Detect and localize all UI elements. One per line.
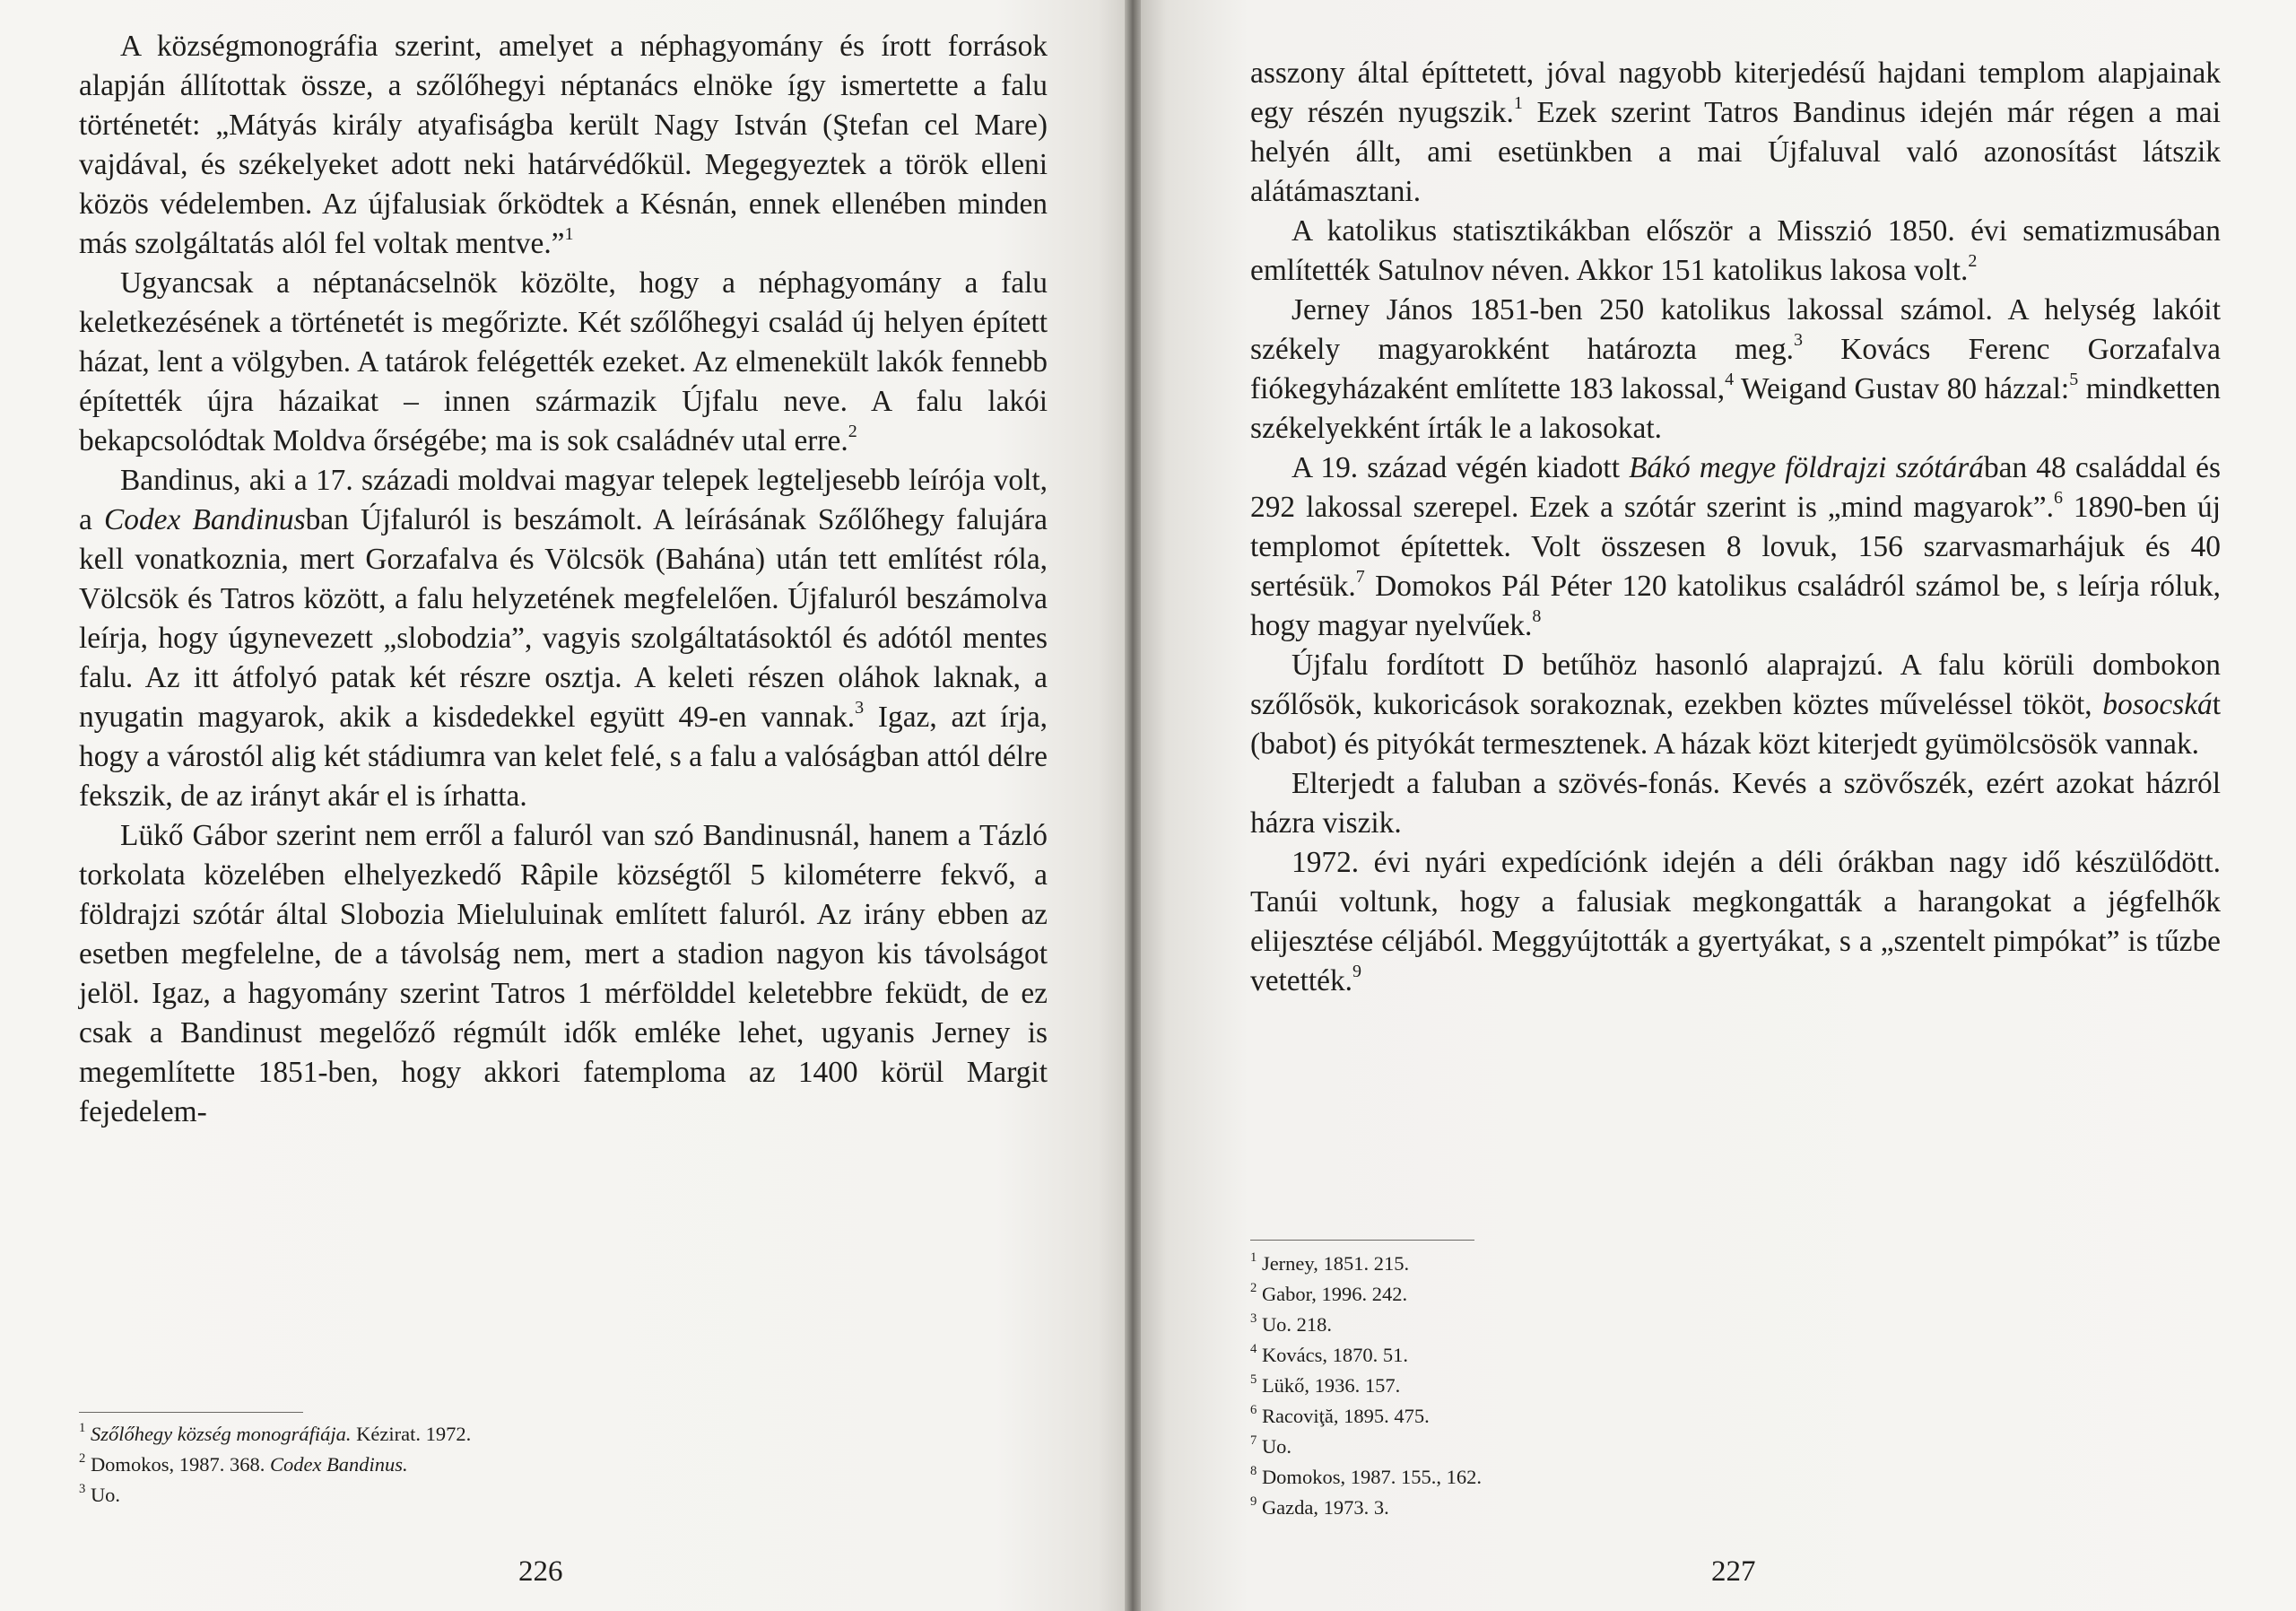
- footnote: $^8$ Domokos, 1987. 155., 162.: [1250, 1463, 1482, 1488]
- paragraph: Ugyancsak a néptanácselnök közölte, hogy a néphagyomány a falu keletkezésének a történetét is megőrizte. Két szőlőhegyi család új helyen épített házat, lent a völgyben. A tatárok felégették ezeket. Az elmenekült lakók fennebb építették újra házaikat – innen származik Újfalu neve. A falu lakói bekapcsolódtak Moldva őrségébe; ma is sok családnév utal erre.$^2$: [79, 266, 1048, 457]
- paragraph: Elterjedt a faluban a szövés-fonás. Kevés a szövőszék, ezért azokat házról házra viszik.: [1250, 767, 2221, 840]
- right-page: [1132, 0, 2296, 1611]
- footnote: $^4$ Kovács, 1870. 51.: [1250, 1341, 1409, 1366]
- footnote-rule: [1250, 1240, 1474, 1241]
- paragraph: asszony által építtetett, jóval nagyobb kiterjedésű hajdani templom alapjainak egy részén nyugszik.$^1$ Ezek szerint Tatros Bandinus idején már régen a mai helyén állt, ami esetünkben a mai Újfaluval való azonosítást látszik alátámasztani.: [1250, 57, 2222, 208]
- footnote-ref: 9: [1352, 961, 1362, 981]
- left-page: [0, 0, 1132, 1611]
- left-footnotes: [79, 1419, 471, 1511]
- footnote-ref: 7: [1355, 566, 1365, 587]
- italic-word: bosocská: [2102, 688, 2213, 721]
- footnote-ref: 1: [1513, 92, 1523, 113]
- left-page-body: [79, 27, 1048, 1132]
- footnote: $^2$ Domokos, 1987. 368. Codex Bandinus.: [79, 1450, 408, 1476]
- book-gutter: [1125, 0, 1141, 1611]
- footnote-ref: 1: [564, 223, 574, 244]
- footnote-ref: 3: [855, 697, 865, 718]
- paragraph: A községmonográfia szerint, amelyet a néphagyomány és írott források alapján állítottak össze, a szőlőhegyi néptanács elnöke így ismertette a falu történetét: „Mátyás király atyafiságba került Nagy István (Ştefan cel Mare) vajdával, és székelyeket adott neki határvédőkül. Megegyeztek a török elleni közös védelemben. Az újfalusiak őrködtek a Késnán, ennek ellenében minden más szolgáltatás alól fel voltak mentve.”$^1$: [79, 30, 1048, 260]
- footnote: $^1$ Jerney, 1851. 215.: [1250, 1250, 1410, 1275]
- footnote-ref: 2: [1968, 250, 1978, 271]
- paragraph: Újfalu fordított D betűhöz hasonló alaprajzú. A falu körüli dombokon szőlősök, kukoricások sorakoznak, ezekben köztes műveléssel tököt, bosocskát (babot) és pityókát termesztenek. A házak közt kiterjedt gyümölcsösök vannak.: [1250, 649, 2221, 761]
- right-page-body: [1250, 54, 2221, 1001]
- footnote-ref: 6: [2053, 487, 2063, 508]
- footnote-ref: 5: [2069, 369, 2079, 389]
- footnote: $^3$ Uo. 218.: [1250, 1311, 1333, 1336]
- italic-title: Bákó megye földrajzi szótárá: [1629, 451, 1984, 484]
- footnote: $^6$ Racoviţă, 1895. 475.: [1250, 1402, 1430, 1427]
- italic-title: Codex Bandinus: [103, 503, 306, 536]
- footnote: $^5$ Lükő, 1936. 157.: [1250, 1372, 1401, 1397]
- paragraph: A 19. század végén kiadott Bákó megye földrajzi szótárában 48 családdal és 292 lakossal szerepel. Ezek a szótár szerint is „mind magyarok”.$^6$ 1890-ben új templomot építettek. Volt összesen 8 lovuk, 156 szarvasmarhájuk és 40 sertésük.$^7$ Domokos Pál Péter 120 katolikus családról számol be, s leírja róluk, hogy magyar nyelvűek.$^8$: [1250, 451, 2222, 642]
- footnote-ref: 4: [1725, 369, 1735, 389]
- paragraph: Jerney János 1851-ben 250 katolikus lakossal számol. A helység lakóit székely magyarokként határozta meg.$^3$ Kovács Ferenc Gorzafalva fiókegyházaként említette 183 lakossal,$^4$ Weigand Gustav 80 házzal:$^5$ mindketten székelyekként írták le a lakosokat.: [1250, 293, 2221, 445]
- footnote-rule: [79, 1412, 303, 1413]
- paragraph: 1972. évi nyári expedíciónk idején a déli órákban nagy idő készülődött. Tanúi voltunk, hogy a falusiak megkongatták a harangokat a jégfelhők elijesztése céljából. Meggyújtották a gyertyákat, s a „szentelt pimpókat” is tűzbe vetették.$^9$: [1250, 846, 2221, 997]
- paragraph: Bandinus, aki a 17. századi moldvai magyar telepek legteljesebb leírója volt, a Codex Bandinusban Újfaluról is beszámolt. A leírásának Szőlőhegy falujára kell vonatkoznia, mert Gorzafalva és Völcsök (Bahána) után tett említést róla, Völcsök és Tatros között, a falu helyzetének megfelelően. Újfaluról beszámolva leírja, hogy úgynevezett „slobodzia”, vagyis szolgáltatásoktól és adótól mentes falu. Az itt átfolyó patak két részre osztja. A keleti részen oláhok laknak, a nyugatin magyarok, akik a kisdedekkel együtt 49-en vannak.$^3$ Igaz, azt írja, hogy a várostól alig két stádiumra van kelet felé, s a falu a valóságban attól délre fekszik, de az irányt akár el is írhatta.: [79, 464, 1048, 813]
- page-number: 226: [518, 1555, 563, 1588]
- footnote-ref: 2: [848, 421, 857, 441]
- footnote: $^1$ Szőlőhegy község monográfiája. Kézirat. 1972.: [79, 1420, 472, 1445]
- paragraph: Lükő Gábor szerint nem erről a faluról van szó Bandinusnál, hanem a Tázló torkolata közelében elhelyezkedő Râpile községtől 5 kilométerre fekvő, a földrajzi szótár által Slobozia Mieluluinak említett faluról. Az irány ebben az esetben megfelelne, de a távolság nem, mert a stadion nagyon kis távolságot jelöl. Igaz, a hagyomány szerint Tatros 1 mérfölddel keletebbre feküdt, de ez csak a Bandinust megelőző régmúlt idők emléke lehet, ugyanis Jerney is megemlítette 1851-ben, hogy akkori fatemploma az 1400 körül Margit fejedelem-: [79, 819, 1048, 1128]
- footnote: $^2$ Gabor, 1996. 242.: [1250, 1280, 1408, 1305]
- footnote: $^7$ Uo.: [1250, 1432, 1292, 1458]
- right-footnotes: [1250, 1249, 1482, 1523]
- footnote-ref: 3: [1794, 329, 1804, 350]
- page-number: 227: [1711, 1555, 1756, 1588]
- paragraph: A katolikus statisztikákban először a Misszió 1850. évi sematizmusában említették Satulnov néven. Akkor 151 katolikus lakosa volt.$^2$: [1250, 214, 2221, 287]
- footnote-ref: 8: [1532, 605, 1542, 626]
- footnote: $^9$ Gazda, 1973. 3.: [1250, 1493, 1389, 1519]
- footnote: $^3$ Uo.: [79, 1481, 121, 1506]
